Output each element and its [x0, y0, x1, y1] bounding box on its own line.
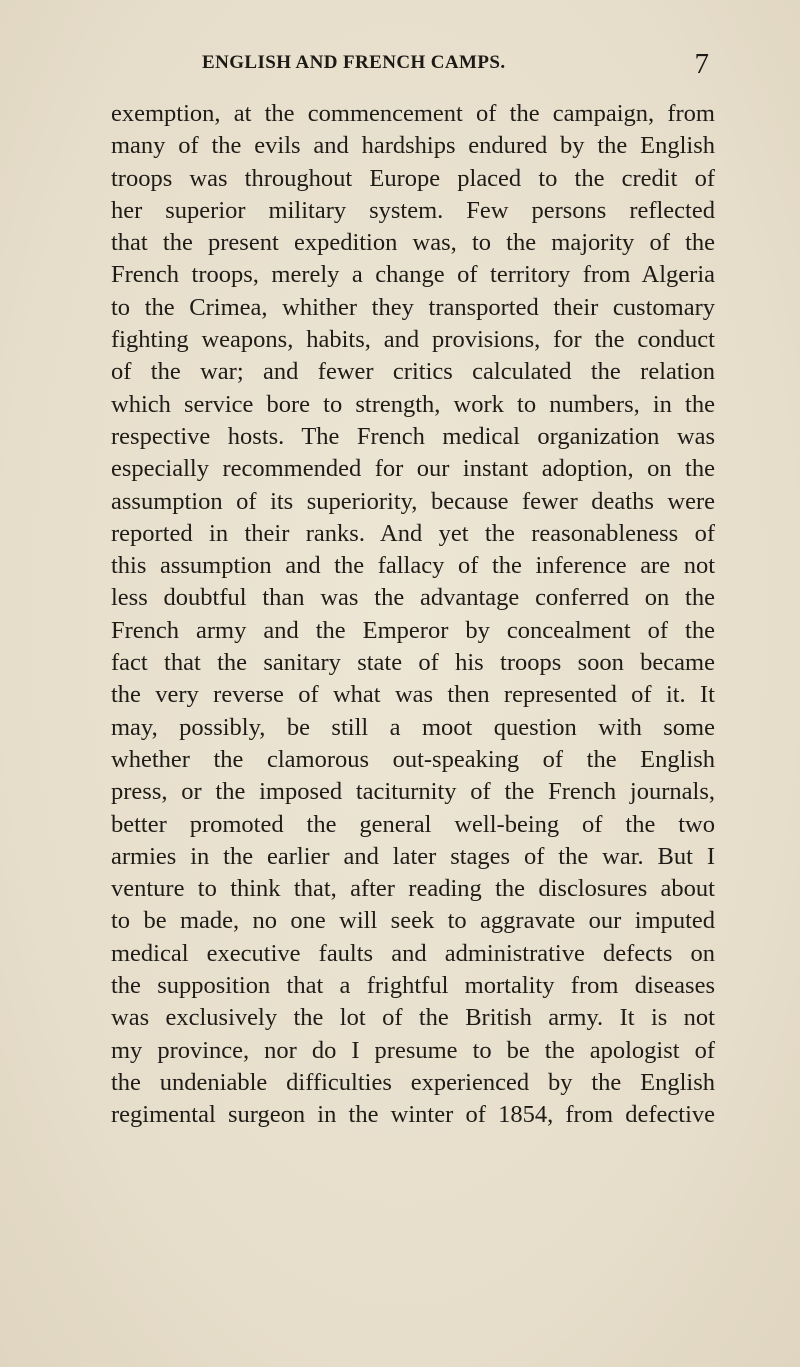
text-line: many of the evils and hardships endured by the English	[111, 132, 715, 160]
text-line: fact that the sanitary state of his troops soon became	[111, 649, 715, 677]
text-line: that the present expedition was, to the majority of the	[111, 229, 715, 257]
text-line: French troops, merely a change of territory from Algeria	[111, 261, 715, 289]
text-line: reported in their ranks. And yet the reasonableness of	[111, 519, 715, 547]
text-line: assumption of its superiority, because fewer deaths were	[111, 487, 715, 515]
text-line: her superior military system. Few persons reflected	[111, 196, 715, 224]
text-line: to be made, no one will seek to aggravate our imputed	[111, 907, 715, 935]
page-number: 7	[694, 48, 709, 80]
page-header	[112, 48, 712, 86]
text-line: troops was throughout Europe placed to the credit of	[111, 164, 715, 192]
text-line: this assumption and the fallacy of the inference are not	[111, 552, 715, 580]
text-line: better promoted the general well-being of the two	[111, 810, 715, 838]
text-line: may, possibly, be still a moot question with some	[111, 713, 715, 741]
text-line: my province, nor do I presume to be the apologist of	[111, 1036, 715, 1064]
text-line: to the Crimea, whither they transported their customary	[111, 293, 715, 321]
text-line: armies in the earlier and later stages of the war. But I	[111, 842, 715, 870]
text-line: medical executive faults and administrative defects on	[111, 939, 715, 967]
text-line: fighting weapons, habits, and provisions, for the conduct	[111, 326, 715, 354]
text-line: whether the clamorous out-speaking of the English	[111, 745, 715, 773]
text-line: venture to think that, after reading the disclosures about	[111, 875, 715, 903]
text-line: respective hosts. The French medical organization was	[111, 422, 715, 450]
text-line: which service bore to strength, work to numbers, in the	[111, 390, 715, 418]
text-line: the supposition that a frightful mortality from diseases	[111, 972, 715, 1000]
body-text	[111, 98, 715, 1132]
text-line: the undeniable difficulties experienced by the English	[111, 1068, 715, 1096]
text-line: less doubtful than was the advantage conferred on the	[111, 584, 715, 612]
running-head: ENGLISH AND FRENCH CAMPS.	[202, 52, 506, 73]
text-line: exemption, at the commencement of the campaign, from	[111, 100, 715, 127]
text-line: was exclusively the lot of the British army. It is not	[111, 1004, 715, 1032]
text-line: French army and the Emperor by concealment of the	[111, 616, 715, 644]
text-line: regimental surgeon in the winter of 1854, from defective	[111, 1101, 715, 1129]
text-line: of the war; and fewer critics calculated the relation	[111, 358, 715, 386]
text-line: especially recommended for our instant adoption, on the	[111, 455, 715, 483]
text-line: press, or the imposed taciturnity of the French journals,	[111, 778, 715, 806]
text-line: the very reverse of what was then represented of it. It	[111, 681, 715, 709]
